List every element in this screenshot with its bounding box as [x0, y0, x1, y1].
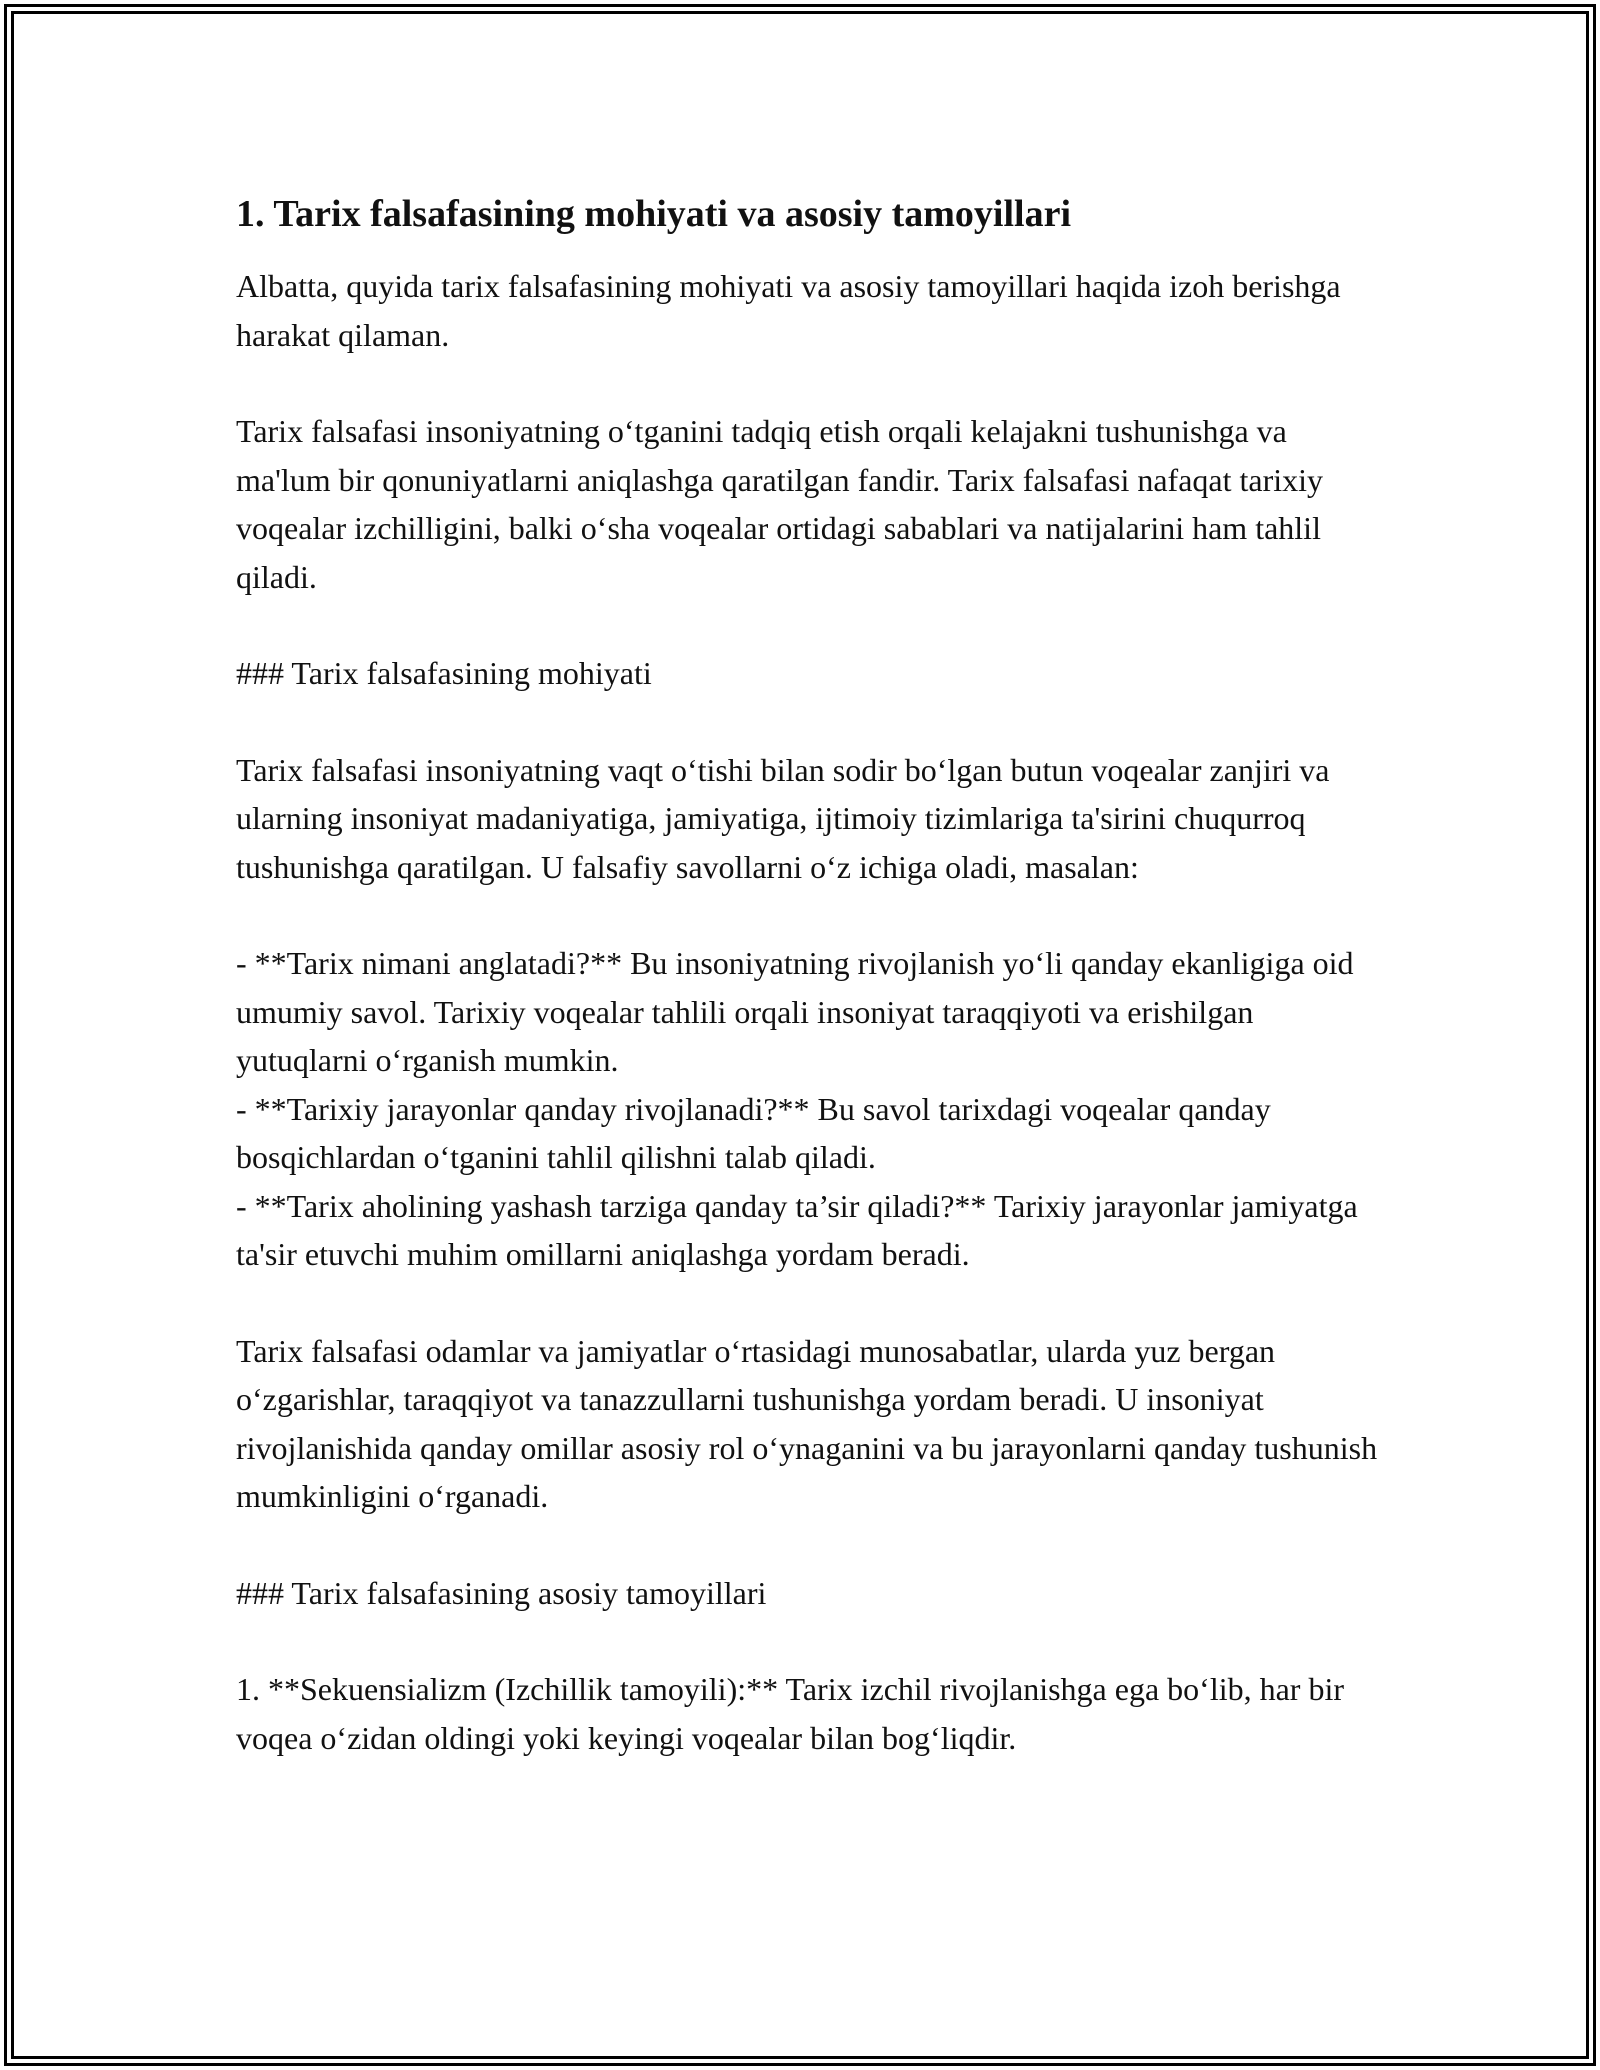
mohiyati-paragraph: Tarix falsafasi insoniyatning vaqt o‘tishi bilan sodir bo‘lgan butun voqealar zanjiri va ularning insoniyat madaniyatiga, jamiyatiga, ijtimoiy tizimlariga ta'sirini chuqurroq tushunishga qaratilgan. U falsafiy savollarni o‘z ichiga oladi, masalan: [236, 751, 1330, 885]
definition-paragraph: Tarix falsafasi insoniyatning o‘tganini tadqiq etish orqali kelajakni tushunishga va ma'lum bir qonuniyatlarni aniqlashga qaratilgan fandir. Tarix falsafasi nafaqat tarixiy voqealar izchilligini, balki o‘sha voqealar ortidagi sabablari va natijalarini ham tahlil qiladi. [236, 413, 1324, 595]
list-item-jarayonlar: - **Tarixiy jarayonlar qanday rivojlanadi?** Bu savol tarixdagi voqealar qanday bosqichlardan o‘tganini tahlil qilishni talab qiladi. [236, 1090, 1271, 1175]
list-item-tarix-nimani: - **Tarix nimani anglatadi?** Bu insoniyatning rivojlanish yo‘li qanday ekanligiga oid umumiy savol. Tarixiy voqealar tahlili orqali insoniyat taraqqiyoti va erishilgan yutuqlarni o‘rganish mumkin. [236, 945, 1354, 1078]
intro-paragraph: Albatta, quyida tarix falsafasining mohiyati va asosiy tamoyillari haqida izoh berishga harakat qilaman. [236, 268, 1341, 353]
section-heading-tamoyillari: ### Tarix falsafasining asosiy tamoyillari [236, 1574, 767, 1611]
principle-item-1: 1. **Sekuensializm (Izchillik tamoyili):** Tarix izchil rivojlanishga ega bo‘lib, har bir voqea o‘zidan oldingi yoki keyingi voqealar bilan bog‘liqdir. [236, 1671, 1344, 1756]
list-item-aholining: - **Tarix aholining yashash tarziga qanday ta’sir qiladi?** Tarixiy jarayonlar jamiyatga ta'sir etuvchi muhim omillarni aniqlashga yordam beradi. [236, 1187, 1358, 1272]
document-page [236, 186, 1386, 1762]
section-heading-mohiyati: ### Tarix falsafasining mohiyati [236, 655, 652, 691]
document-title: 1. Tarix falsafasining mohiyati va asosiy tamoyillari [236, 193, 1072, 235]
relations-paragraph: Tarix falsafasi odamlar va jamiyatlar o‘rtasidagi munosabatlar, ularda yuz bergan o‘zgarishlar, taraqqiyot va tanazzullarni tushunishga yordam beradi. U insoniyat rivojlanishida qanday omillar asosiy rol o‘ynaganini va bu jarayonlarni qanday tushunish mumkinligini o‘rganadi. [236, 1332, 1378, 1514]
